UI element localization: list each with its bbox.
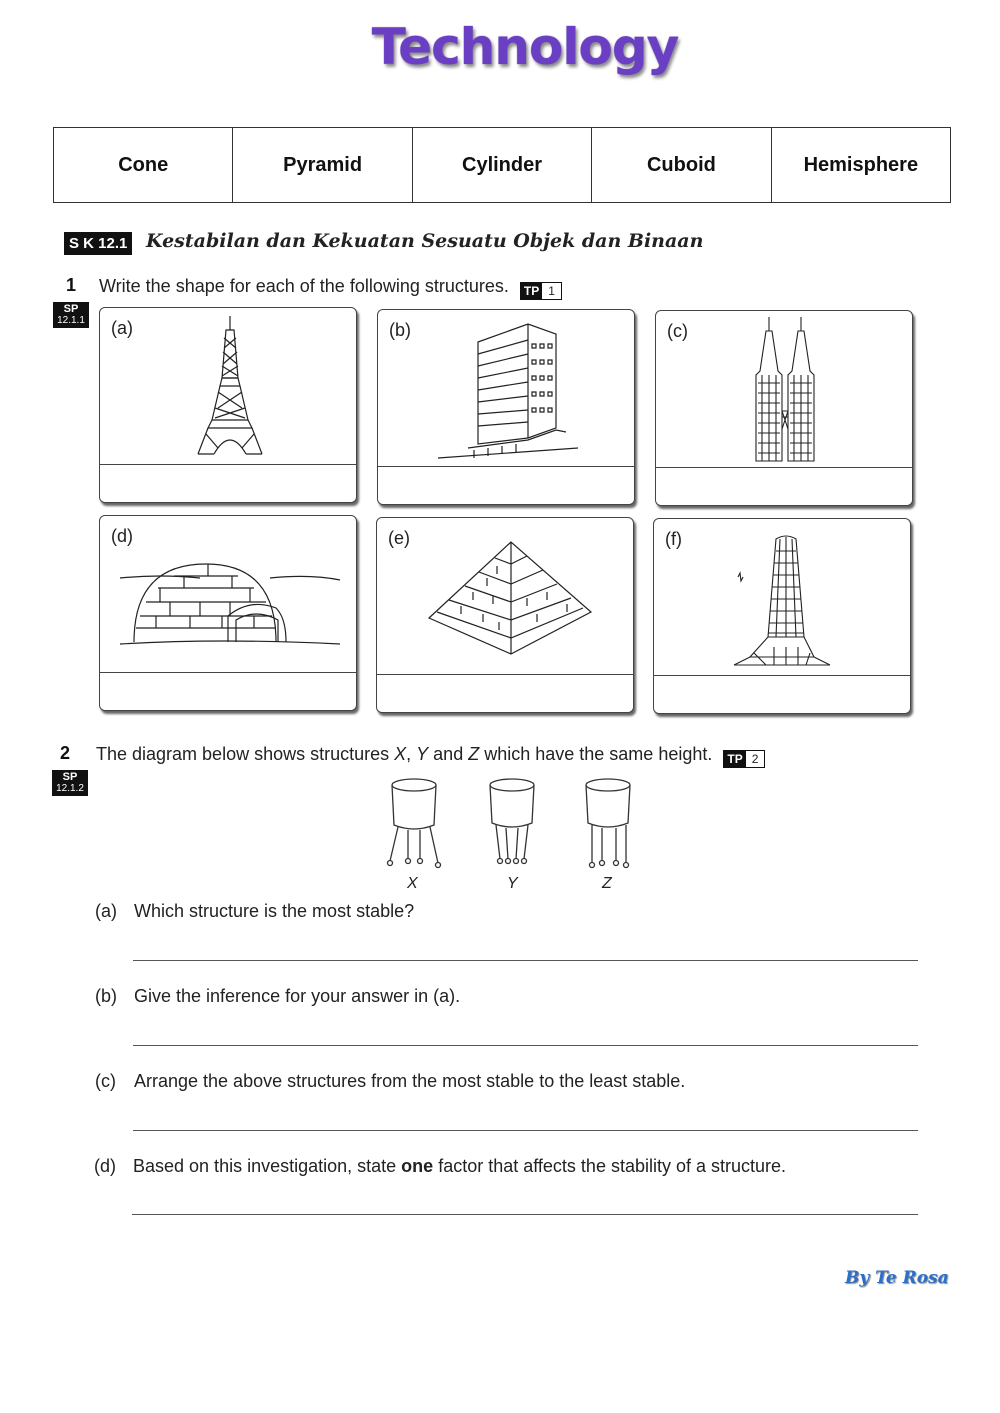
question-1-number: 1: [66, 275, 77, 295]
sp-label: SP: [63, 303, 79, 315]
answer-slot-a[interactable]: [100, 464, 356, 502]
stability-structures-diagram: [380, 775, 640, 900]
answer-line-d[interactable]: [132, 1214, 918, 1215]
answer-slot-e[interactable]: [377, 674, 633, 712]
structure-card-e: [376, 517, 634, 713]
author-signature: By Te Rosa: [845, 1268, 949, 1288]
structure-label-y: Y: [507, 875, 518, 892]
section-code-badge: S K 12.1: [64, 232, 132, 255]
tp-level: 1: [542, 283, 561, 299]
answer-slot-f[interactable]: [654, 675, 910, 713]
part-b-label: (b): [95, 986, 117, 1006]
sp-badge-2: [52, 770, 88, 796]
shape-option-pyramid[interactable]: Pyramid: [233, 128, 412, 202]
part-b-text: Give the inference for your answer in (a).: [134, 986, 461, 1006]
question-2-prompt-end: which have the same height.: [479, 744, 713, 764]
tp-level: 2: [746, 751, 765, 767]
twin-towers-icon: [656, 311, 914, 469]
answer-slot-d[interactable]: [100, 672, 356, 710]
question-2-sep: ,: [406, 744, 417, 764]
part-d-text-start: Based on this investigation, state: [133, 1156, 402, 1176]
shape-option-cone[interactable]: Cone: [54, 128, 233, 202]
sp-label: SP: [62, 771, 78, 783]
question-2-text: [96, 744, 765, 768]
part-c-text: Arrange the above structures from the most stable to the least stable.: [134, 1071, 686, 1091]
answer-line-c[interactable]: [133, 1130, 918, 1131]
shape-option-hemisphere[interactable]: Hemisphere: [803, 153, 919, 176]
question-2-y: Y: [416, 744, 429, 764]
part-d-label: (d): [94, 1156, 116, 1176]
part-c-label: (c): [95, 1071, 116, 1091]
igloo-icon: [100, 516, 358, 674]
question-2-number: 2: [60, 743, 71, 763]
structure-card-d: [99, 515, 357, 711]
skyscraper-icon: [378, 310, 636, 468]
question-2-z: Z: [468, 744, 480, 764]
tp-label: TP: [521, 283, 542, 299]
shape-word-bank: [53, 127, 951, 203]
sp-badge-1: [53, 302, 89, 328]
worksheet-scan: [50, 225, 930, 1240]
part-d-text-end: factor that affects the stability of a structure.: [433, 1156, 787, 1176]
structure-card-b: [377, 309, 635, 505]
question-2-prompt-start: The diagram below shows structures: [96, 744, 395, 764]
shape-option-cuboid[interactable]: Cuboid: [592, 128, 771, 202]
eiffel-tower-icon: [100, 308, 358, 466]
tp-label: TP: [724, 751, 745, 767]
answer-slot-b[interactable]: [378, 466, 634, 504]
card-label: (a): [111, 318, 133, 338]
structure-label-z: Z: [602, 875, 612, 892]
question-1-text: [99, 276, 562, 300]
structure-card-a: [99, 307, 357, 503]
structure-card-c: [655, 310, 913, 506]
part-d-text-bold: one: [401, 1156, 434, 1176]
question-2-x: X: [394, 744, 407, 764]
question-2-and: and: [428, 744, 469, 764]
part-a-text: Which structure is the most stable?: [134, 901, 415, 921]
structure-label-x: X: [407, 875, 418, 892]
tp-level-badge-1: [520, 282, 562, 300]
tp-level-badge-2: [723, 750, 765, 768]
tapered-tower-icon: [654, 519, 912, 677]
part-a-label: (a): [95, 901, 117, 921]
answer-slot-c[interactable]: [656, 467, 912, 505]
card-label: (e): [388, 528, 410, 548]
sp-code: 12.1.1: [57, 315, 85, 326]
answer-line-b[interactable]: [133, 1045, 918, 1046]
answer-line-a[interactable]: [133, 960, 918, 961]
pyramid-icon: [377, 518, 635, 676]
card-label: (c): [667, 321, 688, 341]
card-label: (d): [111, 526, 133, 546]
shape-option-cylinder[interactable]: Cylinder: [413, 128, 592, 202]
page-title: Technology: [371, 18, 679, 76]
question-1-prompt: Write the shape for each of the following structures.: [99, 276, 509, 296]
card-label: (f): [665, 529, 682, 549]
sp-code: 12.1.2: [56, 783, 84, 794]
section-title: Kestabilan dan Kekuatan Sesuatu Objek dan Binaan: [146, 230, 704, 252]
card-label: (b): [389, 320, 411, 340]
part-d-text: [133, 1156, 786, 1177]
structure-card-f: [653, 518, 911, 714]
